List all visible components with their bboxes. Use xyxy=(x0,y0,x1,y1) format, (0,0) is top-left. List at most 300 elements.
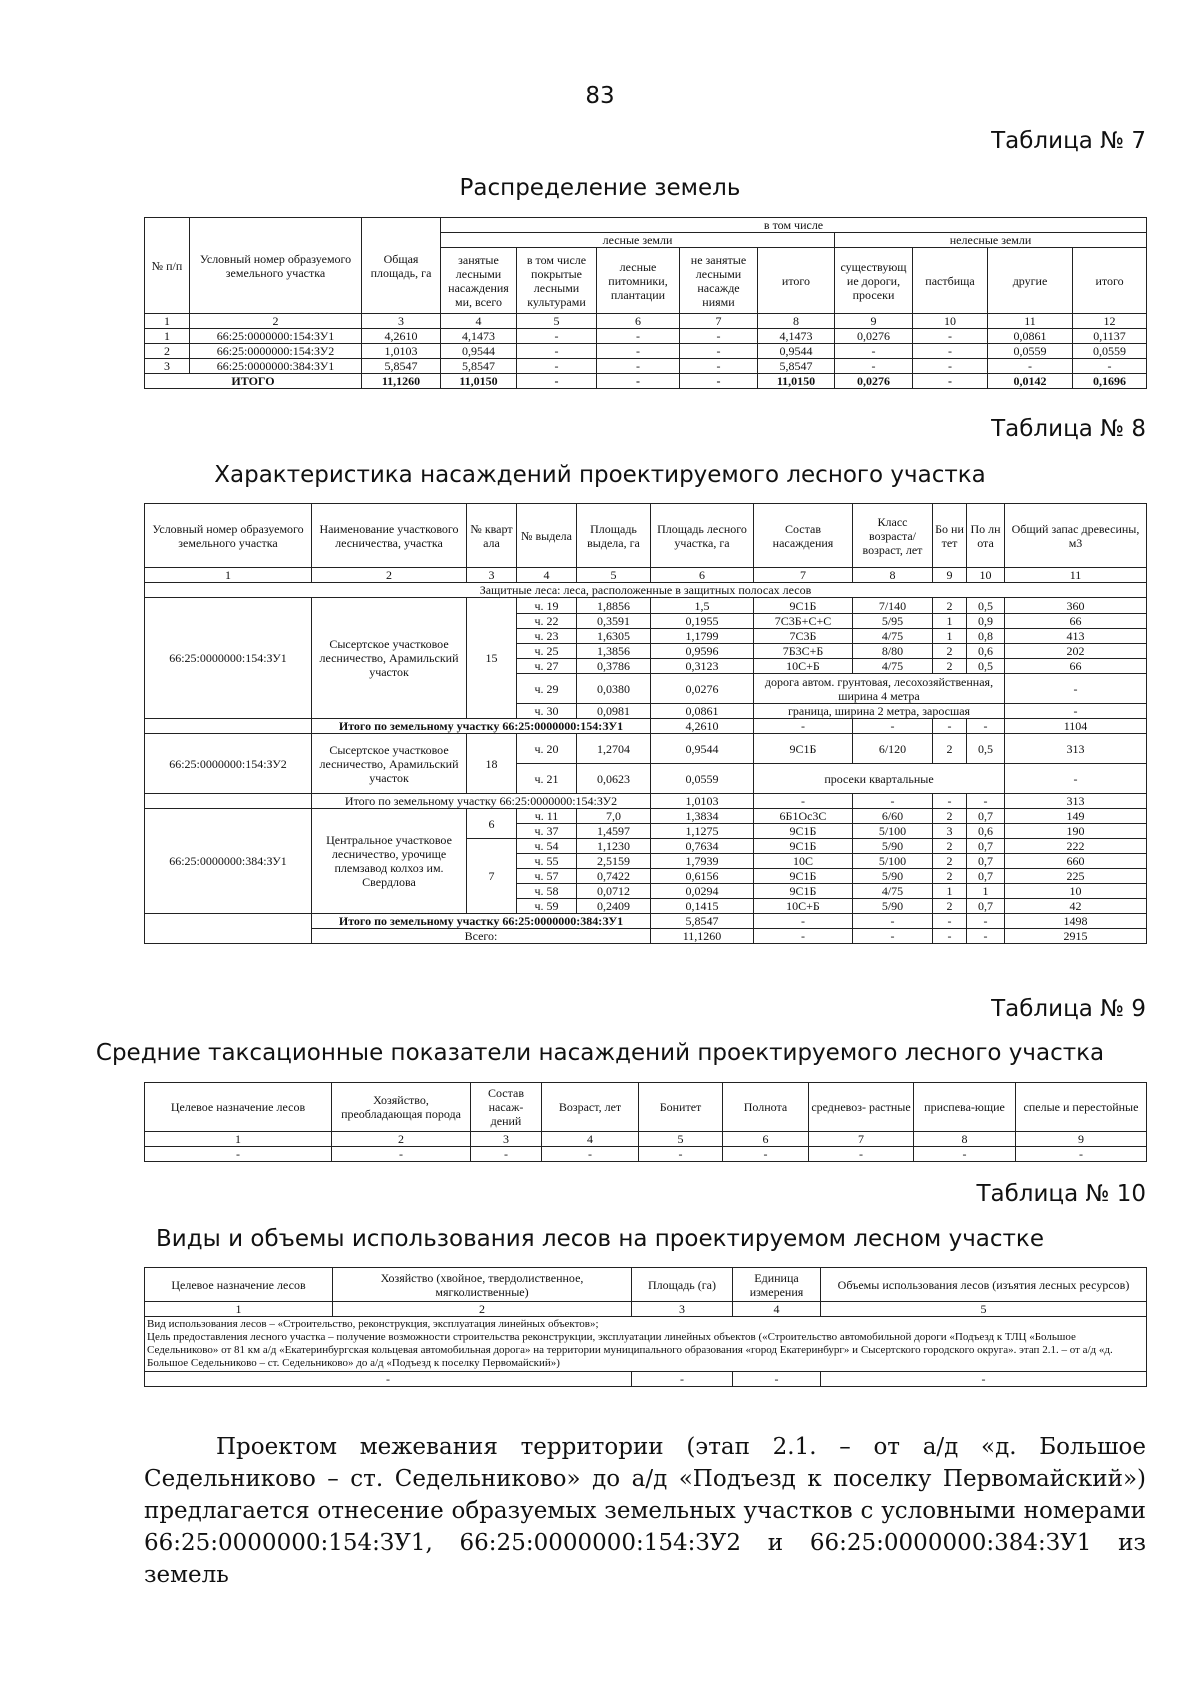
table-9-label: Таблица № 9 xyxy=(991,996,1146,1022)
t8-cell: 1 xyxy=(933,884,967,899)
t7-h-incl: в том числе xyxy=(441,218,1147,233)
t8-cell: ч. 54 xyxy=(517,839,577,854)
t9-colnum: 6 xyxy=(723,1132,809,1147)
t8-subtotal-row xyxy=(145,914,1147,929)
t7-cell: - xyxy=(680,359,758,374)
t7-h-roads: существующ ие дороги, просеки xyxy=(835,248,913,314)
t10-note xyxy=(145,1317,1147,1372)
t8-cell: 9С1Б xyxy=(754,869,853,884)
t8-cell: 2,5159 xyxy=(577,854,651,869)
t7-h-occupied: занятые лесными насаждения ми, всего xyxy=(441,248,517,314)
t9-header: средневоз- растные xyxy=(809,1083,914,1132)
t8-cell: 1,3834 xyxy=(651,809,754,824)
t8-cell: 10С xyxy=(754,854,853,869)
t8-cell: 0,7 xyxy=(967,899,1005,914)
t8-cell: - xyxy=(967,719,1005,734)
t8-header: Бо ни тет xyxy=(933,504,967,568)
t8-header: Общий запас древесины, м3 xyxy=(1005,504,1147,568)
t10-header: Целевое назначение лесов xyxy=(145,1268,333,1302)
t8-header: По лн ота xyxy=(967,504,1005,568)
t8-cell: 1,1275 xyxy=(651,824,754,839)
t9-header: Полнота xyxy=(723,1083,809,1132)
t8-cell: 5,8547 xyxy=(651,914,754,929)
t7-h-pasture: пастбища xyxy=(913,248,988,314)
t8-cell: 4/75 xyxy=(853,629,933,644)
t9-colnum: 5 xyxy=(639,1132,723,1147)
t8-colnum: 2 xyxy=(312,568,467,583)
t10-header: Хозяйство (хвойное, твердолиственное, мягколиственные) xyxy=(333,1268,632,1302)
t8-blank-cell xyxy=(145,794,312,809)
t8-cell: 1,3856 xyxy=(577,644,651,659)
t10-colnum: 5 xyxy=(821,1302,1147,1317)
t8-cell: 5/95 xyxy=(853,614,933,629)
t8-cell: 4/75 xyxy=(853,884,933,899)
t7-h-forest: лесные земли xyxy=(441,233,835,248)
t7-colnum: 10 xyxy=(913,314,988,329)
t8-cell: 2 xyxy=(933,869,967,884)
t7-cell: 2 xyxy=(145,344,190,359)
t8-cell: ч. 37 xyxy=(517,824,577,839)
t8-cell: 149 xyxy=(1005,809,1147,824)
t7-cell: 0,1137 xyxy=(1073,329,1147,344)
t8-cell: - xyxy=(967,914,1005,929)
t7-total-cell: 11,0150 xyxy=(758,374,835,389)
t8-cell: 66 xyxy=(1005,659,1147,674)
t7-h-nurseries: лесные питомники, плантации xyxy=(597,248,680,314)
t8-cell: 0,9596 xyxy=(651,644,754,659)
t7-total-cell: - xyxy=(597,374,680,389)
t7-cell: 0,0559 xyxy=(1073,344,1147,359)
t8-cell: - xyxy=(853,794,933,809)
t9-colnum: 9 xyxy=(1016,1132,1147,1147)
table-row xyxy=(145,809,1147,824)
t10-colnum: 3 xyxy=(632,1302,733,1317)
t8-colnum: 4 xyxy=(517,568,577,583)
t8-colnum: 7 xyxy=(754,568,853,583)
t7-colnum: 1 xyxy=(145,314,190,329)
t8-cell: 6Б1Ос3С xyxy=(754,809,853,824)
t8-cell: 10С+Б xyxy=(754,659,853,674)
t8-subtotal-label: Итого по земельному участку 66:25:0000000:154:ЗУ2 xyxy=(312,794,651,809)
t8-cell: 10 xyxy=(1005,884,1147,899)
t8-cell: 1 xyxy=(933,629,967,644)
t8-cell: 2 xyxy=(933,809,967,824)
t8-cell: - xyxy=(853,914,933,929)
t9-cell: - xyxy=(332,1147,471,1162)
t7-cell: 5,8547 xyxy=(441,359,517,374)
paragraph-text: Проектом межевания территории (этап 2.1. – от а/д «д. Большое Седельниково – ст. Седельниково» до а/д «Подъезд к поселку Первомайский») предлагается отнесение образуемых земельных участков с условными номерами 66:25:0000000:154:ЗУ1, 66:25:0000000:154:ЗУ2 и 66:25:0000000:384:ЗУ1 из земель xyxy=(144,1434,1146,1588)
t8-cell: 66 xyxy=(1005,614,1147,629)
t8-cell: 4/75 xyxy=(853,659,933,674)
t8-cell-merged: дорога автом. грунтовая, лесохозяйственная, ширина 4 метра xyxy=(754,674,1005,704)
t10-header: Площадь (га) xyxy=(632,1268,733,1302)
t8-cell: 11,1260 xyxy=(651,929,754,944)
t8-colnum: 3 xyxy=(467,568,517,583)
t8-cell: 1,2704 xyxy=(577,734,651,764)
t8-colnum: 9 xyxy=(933,568,967,583)
table-row xyxy=(145,1372,1147,1387)
t7-colnums-row xyxy=(145,314,1147,329)
t8-subtotal-row xyxy=(145,794,1147,809)
table-10-title: Виды и объемы использования лесов на проектируемом лесном участке xyxy=(156,1226,1044,1252)
t8-colnum: 6 xyxy=(651,568,754,583)
t7-colnum: 11 xyxy=(988,314,1073,329)
t9-cell: - xyxy=(914,1147,1016,1162)
t8-header: Наименование участкового лесничества, участка xyxy=(312,504,467,568)
t8-cell: - xyxy=(933,794,967,809)
table-row xyxy=(145,359,1147,374)
t8-header: № выдела xyxy=(517,504,577,568)
t9-cell: - xyxy=(639,1147,723,1162)
t10-note-purpose: Цель предоставления лесного участка – получение возможности строительства реконструкции, эксплуатации линейных объектов («Строительство автомобильной дороги «Подъезд к ТЛЦ «Большое Седельниково» от 81 км а/д «Екатеринбургская кольцевая автомобильная дорога» на территории муниципального образования «город Екатеринбург» и Сысертского городского округа». этап 2.1. – от а/д «д. Большое Седельниково – ст. Седельниково» до а/д «Подъезд к поселку Первомайский») xyxy=(147,1331,1113,1369)
t9-header: Хозяйство, преобладающая порода xyxy=(332,1083,471,1132)
t8-cell: 2 xyxy=(933,659,967,674)
t8-cell: 1,7939 xyxy=(651,854,754,869)
t7-h-num: № п/п xyxy=(145,218,190,314)
t8-cell: 0,7 xyxy=(967,869,1005,884)
t8-cell: 0,7634 xyxy=(651,839,754,854)
t10-cell: - xyxy=(821,1372,1147,1387)
t8-g1-name: Сысертское участковое лесничество, Арамильский участок xyxy=(312,598,467,719)
t8-blank-cell xyxy=(145,719,312,734)
t7-cell: 4,2610 xyxy=(362,329,441,344)
t7-cell: 5,8547 xyxy=(758,359,835,374)
t9-header: Бонитет xyxy=(639,1083,723,1132)
t8-cell: 4,2610 xyxy=(651,719,754,734)
t7-colnum: 9 xyxy=(835,314,913,329)
t8-cell: 360 xyxy=(1005,598,1147,614)
t7-colnum: 7 xyxy=(680,314,758,329)
t8-cell: 0,5 xyxy=(967,659,1005,674)
t7-colnum: 8 xyxy=(758,314,835,329)
t8-cell: 0,2409 xyxy=(577,899,651,914)
t9-header: Возраст, лет xyxy=(542,1083,639,1132)
t8-cell: 2 xyxy=(933,734,967,764)
t8-cell: 9С1Б xyxy=(754,598,853,614)
t8-cell: 2 xyxy=(933,854,967,869)
table-row xyxy=(145,344,1147,359)
t9-colnum: 1 xyxy=(145,1132,332,1147)
t8-cell: 7С3Б+С+С xyxy=(754,614,853,629)
t8-cell: ч. 25 xyxy=(517,644,577,659)
t8-section-title: Защитные леса: леса, расположенные в защитных полосах лесов xyxy=(145,583,1147,598)
t8-cell: 0,6 xyxy=(967,644,1005,659)
t8-cell: 1,5 xyxy=(651,598,754,614)
t8-cell: 0,3591 xyxy=(577,614,651,629)
t8-cell: 0,0861 xyxy=(651,704,754,719)
t8-cell: ч. 11 xyxy=(517,809,577,824)
t8-cell: - xyxy=(853,719,933,734)
t8-cell: 0,5 xyxy=(967,598,1005,614)
t8-cell: 0,3123 xyxy=(651,659,754,674)
t8-cell: 2 xyxy=(933,899,967,914)
t8-cell: 0,9 xyxy=(967,614,1005,629)
table-8 xyxy=(144,503,1147,944)
t8-cell: - xyxy=(967,929,1005,944)
t9-cell: - xyxy=(723,1147,809,1162)
t7-cell: - xyxy=(517,329,597,344)
t8-cell: 9С1Б xyxy=(754,839,853,854)
t8-header: Состав насаждения xyxy=(754,504,853,568)
t8-g2-kvartal: 18 xyxy=(467,734,517,794)
t7-cell: 4,1473 xyxy=(758,329,835,344)
t8-cell: 0,0623 xyxy=(577,764,651,794)
t7-cell: 0,9544 xyxy=(441,344,517,359)
t7-cell: - xyxy=(597,344,680,359)
t8-cell: - xyxy=(933,719,967,734)
t8-cell: 1104 xyxy=(1005,719,1147,734)
t7-total-cell: 0,1696 xyxy=(1073,374,1147,389)
t8-cell-merged: просеки квартальные xyxy=(754,764,1005,794)
table-9-title: Средние таксационные показатели насаждений проектируемого лесного участка xyxy=(95,1040,1105,1066)
t8-cell: 5/100 xyxy=(853,824,933,839)
t8-cell: 0,3786 xyxy=(577,659,651,674)
t8-cell: 3 xyxy=(933,824,967,839)
t9-colnum: 8 xyxy=(914,1132,1016,1147)
t7-cell: - xyxy=(680,329,758,344)
t10-header: Единица измерения xyxy=(733,1268,821,1302)
t8-g2-name: Сысертское участковое лесничество, Арамильский участок xyxy=(312,734,467,794)
t7-colnum: 6 xyxy=(597,314,680,329)
t7-cell: - xyxy=(1073,359,1147,374)
t7-colnum: 4 xyxy=(441,314,517,329)
t9-cell: - xyxy=(542,1147,639,1162)
t8-cell: 190 xyxy=(1005,824,1147,839)
t10-cell: - xyxy=(632,1372,733,1387)
t8-header: Площадь выдела, га xyxy=(577,504,651,568)
t8-blank-cell xyxy=(145,914,312,929)
t10-note-usage: Вид использования лесов – «Строительство, реконструкция, эксплуатация линейных объектов»; xyxy=(147,1318,599,1330)
t7-cell: - xyxy=(913,344,988,359)
table-row xyxy=(145,1147,1147,1162)
t8-cell: 313 xyxy=(1005,734,1147,764)
t7-total-cell: - xyxy=(517,374,597,389)
t7-total-row xyxy=(145,374,1147,389)
t8-cell: 0,6156 xyxy=(651,869,754,884)
t8-cell: 6/60 xyxy=(853,809,933,824)
t7-cell: - xyxy=(517,359,597,374)
t8-blank-cell xyxy=(145,929,312,944)
t8-cell: 1,4597 xyxy=(577,824,651,839)
t8-cell: - xyxy=(754,929,853,944)
t8-colnum: 11 xyxy=(1005,568,1147,583)
table-8-label: Таблица № 8 xyxy=(991,416,1146,442)
t7-colnum: 2 xyxy=(190,314,362,329)
t7-total-cell: - xyxy=(913,374,988,389)
t10-colnum: 1 xyxy=(145,1302,333,1317)
t9-cell: - xyxy=(471,1147,542,1162)
t8-cell: 0,7 xyxy=(967,809,1005,824)
t8-header: № кварт ала xyxy=(467,504,517,568)
t8-colnums-row xyxy=(145,568,1147,583)
t7-cell: - xyxy=(913,359,988,374)
t7-cell: 4,1473 xyxy=(441,329,517,344)
t9-cell: - xyxy=(1016,1147,1147,1162)
table-10-label: Таблица № 10 xyxy=(976,1181,1146,1207)
t10-colnum: 2 xyxy=(333,1302,632,1317)
t8-cell: 0,8 xyxy=(967,629,1005,644)
t8-cell: 0,0559 xyxy=(651,764,754,794)
t8-cell: 1,1799 xyxy=(651,629,754,644)
t7-h-other: другие xyxy=(988,248,1073,314)
t8-cell: 1 xyxy=(967,884,1005,899)
t8-cell: ч. 57 xyxy=(517,869,577,884)
t8-g3-uid: 66:25:0000000:384:ЗУ1 xyxy=(145,809,312,914)
t8-cell: 5/90 xyxy=(853,839,933,854)
t8-cell: ч. 58 xyxy=(517,884,577,899)
t9-header: спелые и перестойные xyxy=(1016,1083,1147,1132)
t7-cell: 1 xyxy=(145,329,190,344)
t8-cell-merged: граница, ширина 2 метра, заросшая xyxy=(754,704,1005,719)
t8-cell: - xyxy=(754,914,853,929)
t8-cell: ч. 29 xyxy=(517,674,577,704)
t7-h-uid: Условный номер образуемого земельного участка xyxy=(190,218,362,314)
t7-cell: - xyxy=(913,329,988,344)
t8-cell: - xyxy=(1005,704,1147,719)
t7-total-cell: - xyxy=(680,374,758,389)
t7-cell: - xyxy=(680,344,758,359)
t8-cell: 202 xyxy=(1005,644,1147,659)
body-paragraph xyxy=(144,1431,1146,1591)
t9-cell: - xyxy=(145,1147,332,1162)
t7-cell: 0,9544 xyxy=(758,344,835,359)
t8-cell: ч. 59 xyxy=(517,899,577,914)
t7-cell: 0,0276 xyxy=(835,329,913,344)
t8-cell: 0,0294 xyxy=(651,884,754,899)
t8-cell: 1,6305 xyxy=(577,629,651,644)
t8-cell: - xyxy=(933,914,967,929)
t8-cell: 313 xyxy=(1005,794,1147,809)
t8-cell: ч. 21 xyxy=(517,764,577,794)
t8-cell: 1,1230 xyxy=(577,839,651,854)
t7-cell: - xyxy=(835,359,913,374)
t8-cell: ч. 27 xyxy=(517,659,577,674)
t8-cell: 2915 xyxy=(1005,929,1147,944)
t7-colnum: 3 xyxy=(362,314,441,329)
t10-colnum: 4 xyxy=(733,1302,821,1317)
t10-colnums-row xyxy=(145,1302,1147,1317)
t8-grand-total-row xyxy=(145,929,1147,944)
t8-colnum: 8 xyxy=(853,568,933,583)
t7-total-cell: 0,0142 xyxy=(988,374,1073,389)
page-number: 83 xyxy=(585,83,615,109)
t8-g3-kvartal-6: 6 xyxy=(467,809,517,839)
t8-cell: 0,0981 xyxy=(577,704,651,719)
t8-cell: 5/100 xyxy=(853,854,933,869)
table-row xyxy=(145,598,1147,614)
t9-colnum: 3 xyxy=(471,1132,542,1147)
t8-cell: 0,7 xyxy=(967,854,1005,869)
t8-cell: ч. 20 xyxy=(517,734,577,764)
t8-cell: - xyxy=(754,794,853,809)
t8-cell: - xyxy=(933,929,967,944)
t8-subtotal-label: Итого по земельному участку 66:25:0000000:154:ЗУ1 xyxy=(312,719,651,734)
t7-total-cell: 11,1260 xyxy=(362,374,441,389)
t8-cell: - xyxy=(754,719,853,734)
t8-cell: ч. 30 xyxy=(517,704,577,719)
t9-header: Целевое назначение лесов xyxy=(145,1083,332,1132)
t7-cell: 0,0559 xyxy=(988,344,1073,359)
t7-cell: 5,8547 xyxy=(362,359,441,374)
t8-colnum: 10 xyxy=(967,568,1005,583)
table-7-label: Таблица № 7 xyxy=(991,128,1146,154)
t8-cell: 7/140 xyxy=(853,598,933,614)
t8-cell: ч. 19 xyxy=(517,598,577,614)
t8-cell: 7,0 xyxy=(577,809,651,824)
t8-cell: 1,8856 xyxy=(577,598,651,614)
t8-cell: 0,6 xyxy=(967,824,1005,839)
t7-total-cell: 11,0150 xyxy=(441,374,517,389)
t9-colnum: 2 xyxy=(332,1132,471,1147)
t8-colnum: 1 xyxy=(145,568,312,583)
t7-h-area: Общая площадь, га xyxy=(362,218,441,314)
t9-colnum: 7 xyxy=(809,1132,914,1147)
t7-colnum: 12 xyxy=(1073,314,1147,329)
t7-cell: - xyxy=(517,344,597,359)
t9-cell: - xyxy=(809,1147,914,1162)
t8-cell: 660 xyxy=(1005,854,1147,869)
t10-cell: - xyxy=(145,1372,632,1387)
t9-header: Состав насаж- дений xyxy=(471,1083,542,1132)
t8-subtotal-label: Итого по земельному участку 66:25:0000000:384:ЗУ1 xyxy=(312,914,651,929)
t8-header: Условный номер образуемого земельного участка xyxy=(145,504,312,568)
t7-total-label: ИТОГО xyxy=(145,374,362,389)
t8-cell: 8/80 xyxy=(853,644,933,659)
t8-cell: 1 xyxy=(933,614,967,629)
t7-cell: 66:25:0000000:154:ЗУ1 xyxy=(190,329,362,344)
t8-cell: 225 xyxy=(1005,869,1147,884)
table-row xyxy=(145,734,1147,764)
t8-g3-name: Центральное участковое лесничество, урочище племзавод колхоз им. Свердлова xyxy=(312,809,467,914)
t9-colnum: 4 xyxy=(542,1132,639,1147)
t7-colnum: 5 xyxy=(517,314,597,329)
t8-cell: 6/120 xyxy=(853,734,933,764)
t8-header: Класс возраста/ возраст, лет xyxy=(853,504,933,568)
t10-cell: - xyxy=(733,1372,821,1387)
t8-g1-kvartal: 15 xyxy=(467,598,517,719)
t9-header: приспева-ющие xyxy=(914,1083,1016,1132)
t7-h-covered: в том числе покрытые лесными культурами xyxy=(517,248,597,314)
t8-cell: 413 xyxy=(1005,629,1147,644)
t8-cell: 0,7 xyxy=(967,839,1005,854)
t8-cell: 0,0380 xyxy=(577,674,651,704)
t8-grand-total-label: Всего: xyxy=(312,929,651,944)
table-row xyxy=(145,329,1147,344)
t7-cell: - xyxy=(835,344,913,359)
t7-cell: - xyxy=(988,359,1073,374)
t8-cell: 0,0276 xyxy=(651,674,754,704)
t8-g1-uid: 66:25:0000000:154:ЗУ1 xyxy=(145,598,312,719)
t8-cell: 7Б3С+Б xyxy=(754,644,853,659)
t8-g3-kvartal-7: 7 xyxy=(467,839,517,914)
t8-colnum: 5 xyxy=(577,568,651,583)
t8-cell: ч. 55 xyxy=(517,854,577,869)
t8-cell: 222 xyxy=(1005,839,1147,854)
t8-cell: - xyxy=(853,929,933,944)
t8-cell: 9С1Б xyxy=(754,734,853,764)
t8-cell: 2 xyxy=(933,598,967,614)
t8-cell: 42 xyxy=(1005,899,1147,914)
t7-h-total2: итого xyxy=(1073,248,1147,314)
t8-cell: 7С3Б xyxy=(754,629,853,644)
t8-cell: 0,1955 xyxy=(651,614,754,629)
t7-cell: - xyxy=(597,359,680,374)
t8-cell: 0,7422 xyxy=(577,869,651,884)
t8-cell: 1498 xyxy=(1005,914,1147,929)
t7-cell: 3 xyxy=(145,359,190,374)
t8-cell: 5/90 xyxy=(853,899,933,914)
t7-h-total1: итого xyxy=(758,248,835,314)
